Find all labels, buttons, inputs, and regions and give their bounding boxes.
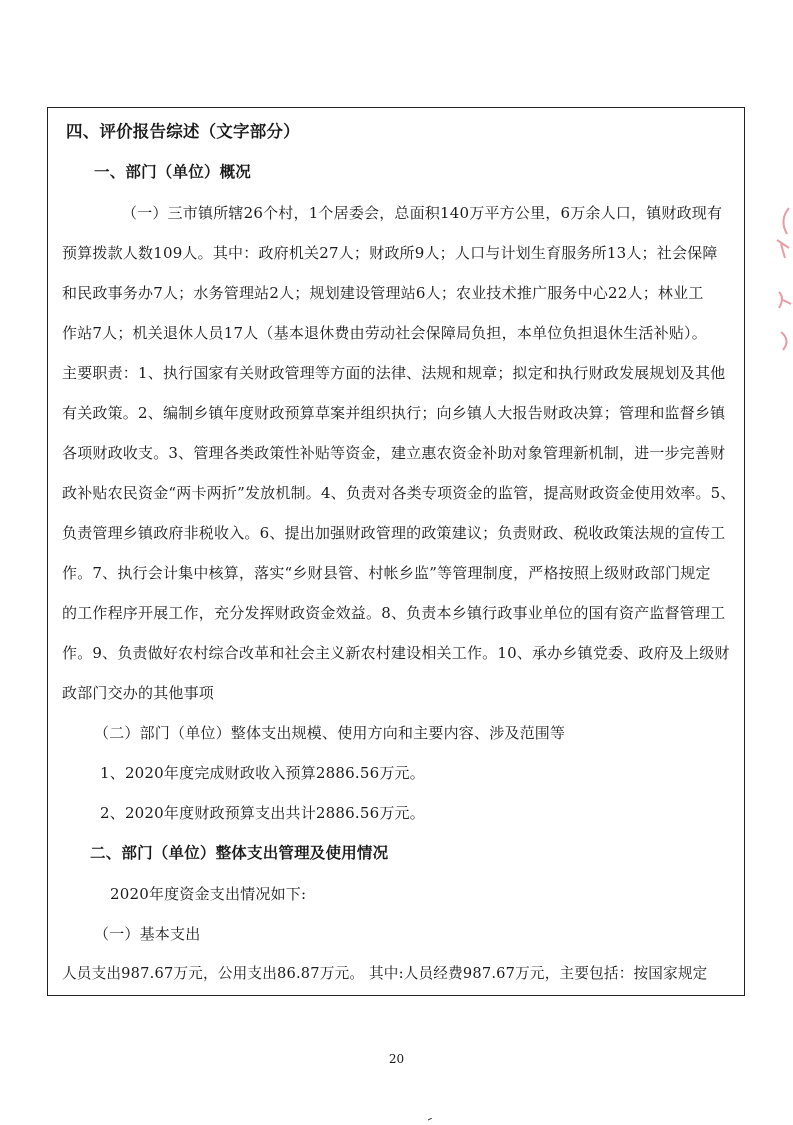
overview-line: 作站7人；机关退休人员17人（基本退休费由劳动社会保障局负担，本单位负担退休生活补贴）。 [62,324,707,342]
scan-speck [428,1106,432,1109]
overview-line: 作。9、负责做好农村综合改革和社会主义新农村建设相关工作。10、承办乡镇党委、政府及上级财 [62,644,730,662]
subsection-overview-heading: 一、部门（单位）概况 [94,162,252,181]
overview-line: 的工作程序开展工作，充分发挥财政资金效益。8、负责本乡镇行政事业单位的国有资产监督管理工 [62,604,726,622]
page-number: 20 [388,1052,405,1066]
overview-line: （一）三市镇所辖26个村，1个居委会，总面积140万平方公里，6万余人口，镇财政现有 [122,204,723,222]
spending-intro: 2020年度资金支出情况如下: [110,885,307,903]
basic-spending-line: 人员支出987.67万元，公用支出86.87万元。 其中:人员经费987.67万元，主要包括：按国家规定 [62,965,708,982]
subsection-spending-heading: 二、部门（单位）整体支出管理及使用情况 [90,843,389,862]
scope-item: 2、2020年度财政预算支出共计2886.56万元。 [100,804,425,822]
scope-heading: （二）部门（单位）整体支出规模、使用方向和主要内容、涉及范围等 [94,724,566,742]
scope-item: 1、2020年度完成财政收入预算2886.56万元。 [100,764,425,782]
overview-line: 主要职责：1、执行国家有关财政管理等方面的法律、法规和规章；拟定和执行财政发展规划及其他 [62,364,726,382]
overview-line: 有关政策。2、编制乡镇年度财政预算草案并组织执行；向乡镇人大报告财政决算；管理和监督乡镇 [62,404,726,422]
basic-spending-heading: （一）基本支出 [94,925,201,943]
overview-line: 负责管理乡镇政府非税收入。6、提出加强财政管理的政策建议；负责财政、税收政策法规的宣传工 [62,524,726,542]
overview-line: 和民政事务办7人；水务管理站2人；规划建设管理站6人；农业技术推广服务中心22人；林业工 [62,284,704,302]
overview-line: 预算拨款人数109人。其中：政府机关27人；财政所9人；人口与计划生育服务所13人；社会保障 [62,244,718,262]
seal-stamp-edge [771,200,793,360]
section-title: 四、评价报告综述（文字部分） [66,122,300,141]
overview-line: 政补贴农民资金“两卡两折”发放机制。4、负责对各类专项资金的监管，提高财政资金使用效率。5、 [62,484,736,502]
overview-line: 政部门交办的其他事项 [62,684,215,702]
overview-line: 各项财政收支。3、管理各类政策性补贴等资金，建立惠农资金补助对象管理新机制，进一步完善财 [62,444,726,462]
overview-line: 作。7、执行会计集中核算，落实“乡财县管、村帐乡监”等管理制度，严格按照上级财政部门规定 [62,564,711,582]
